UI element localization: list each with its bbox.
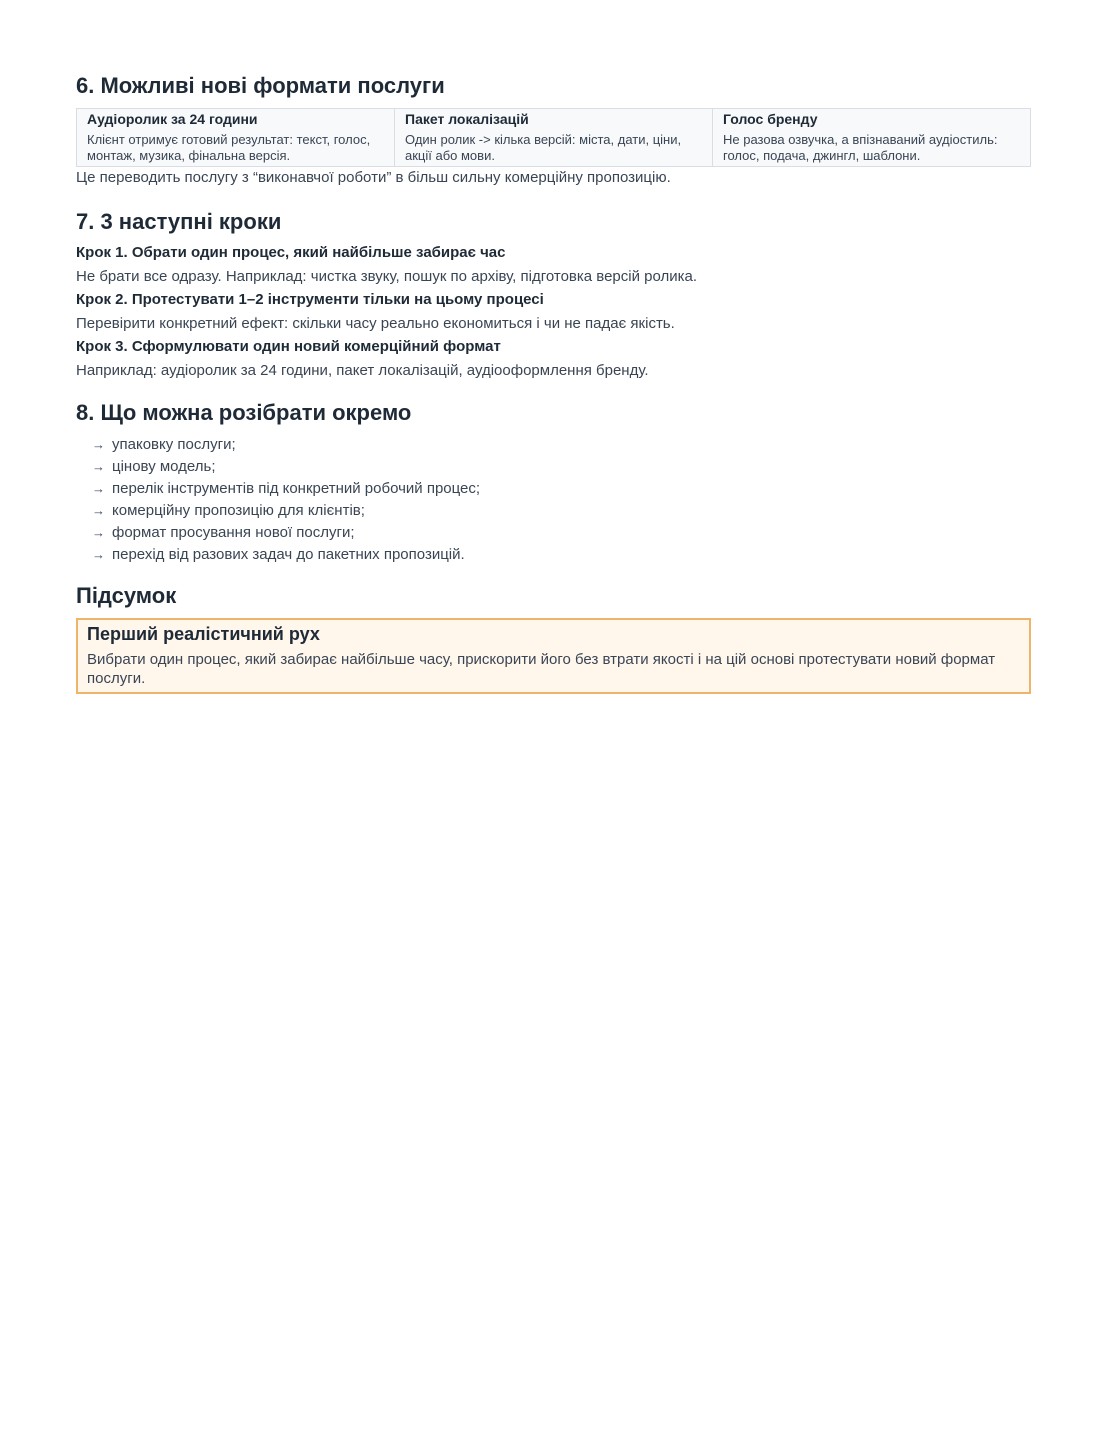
topics-list xyxy=(76,434,1031,566)
format-cell-brand-voice xyxy=(713,109,1030,166)
section-7-heading: 7. 3 наступні кроки xyxy=(76,209,282,234)
list-item xyxy=(92,456,1031,478)
list-item xyxy=(92,522,1031,544)
list-item-text: перехід від разових задач до пакетних пропозицій. xyxy=(112,546,465,563)
list-item xyxy=(92,544,1031,566)
step-3-title: Крок 3. Сформулювати один новий комерційний формат xyxy=(76,338,501,355)
list-item-text: упаковку послуги; xyxy=(112,436,236,453)
summary-callout xyxy=(76,618,1031,694)
list-item-text: цінову модель; xyxy=(112,458,216,475)
format-description: Не разова озвучка, а впізнаваний аудіостиль: голос, подача, джингл, шаблони. xyxy=(723,132,998,163)
list-item xyxy=(92,478,1031,500)
step-3-description: Наприклад: аудіоролик за 24 години, пакет локалізацій, аудіооформлення бренду. xyxy=(76,362,649,379)
step-2-title: Крок 2. Протестувати 1–2 інструменти тільки на цьому процесі xyxy=(76,291,544,308)
document-page xyxy=(76,0,1031,694)
list-item-text: комерційну пропозицію для клієнтів; xyxy=(112,502,365,519)
step-1-description: Не брати все одразу. Наприклад: чистка звуку, пошук по архіву, підготовка версій ролика. xyxy=(76,268,698,285)
section-6-heading: 6. Можливі нові формати послуги xyxy=(76,73,445,98)
step-2-description: Перевірити конкретний ефект: скільки часу реально економиться і чи не падає якість. xyxy=(76,315,675,332)
next-steps-list xyxy=(76,243,1031,381)
section-8-heading: 8. Що можна розібрати окремо xyxy=(76,400,412,425)
summary-heading: Підсумок xyxy=(76,583,177,608)
summary-callout-title: Перший реалістичний рух xyxy=(87,624,320,644)
service-formats-table xyxy=(76,108,1031,167)
list-item-text: перелік інструментів під конкретний робочий процес; xyxy=(112,480,481,497)
arrow-right-icon: → xyxy=(92,547,105,562)
format-cell-audio-24h xyxy=(77,109,395,166)
arrow-right-icon: → xyxy=(92,437,105,452)
list-item xyxy=(92,500,1031,522)
format-title: Пакет локалізацій xyxy=(405,111,529,127)
arrow-right-icon: → xyxy=(92,459,105,474)
step-1-title: Крок 1. Обрати один процес, який найбільше забирає час xyxy=(76,244,506,261)
format-cell-localization-pack xyxy=(395,109,713,166)
list-item-text: формат просування нової послуги; xyxy=(112,524,355,541)
summary-callout-text: Вибрати один процес, який забирає найбільше часу, прискорити його без втрати якості і на цій основі протестувати новий формат послуги. xyxy=(87,651,996,687)
format-description: Один ролик -> кілька версій: міста, дати, ціни, акції або мови. xyxy=(405,132,682,163)
list-item xyxy=(92,434,1031,456)
arrow-right-icon: → xyxy=(92,481,105,496)
section-6-note: Це переводить послугу з “виконавчої роботи” в більш сильну комерційну пропозицію. xyxy=(76,169,671,186)
arrow-right-icon: → xyxy=(92,525,105,540)
format-description: Клієнт отримує готовий результат: текст, голос, монтаж, музика, фінальна версія. xyxy=(87,132,371,163)
format-title: Голос бренду xyxy=(723,111,818,127)
format-title: Аудіоролик за 24 години xyxy=(87,111,258,127)
arrow-right-icon: → xyxy=(92,503,105,518)
